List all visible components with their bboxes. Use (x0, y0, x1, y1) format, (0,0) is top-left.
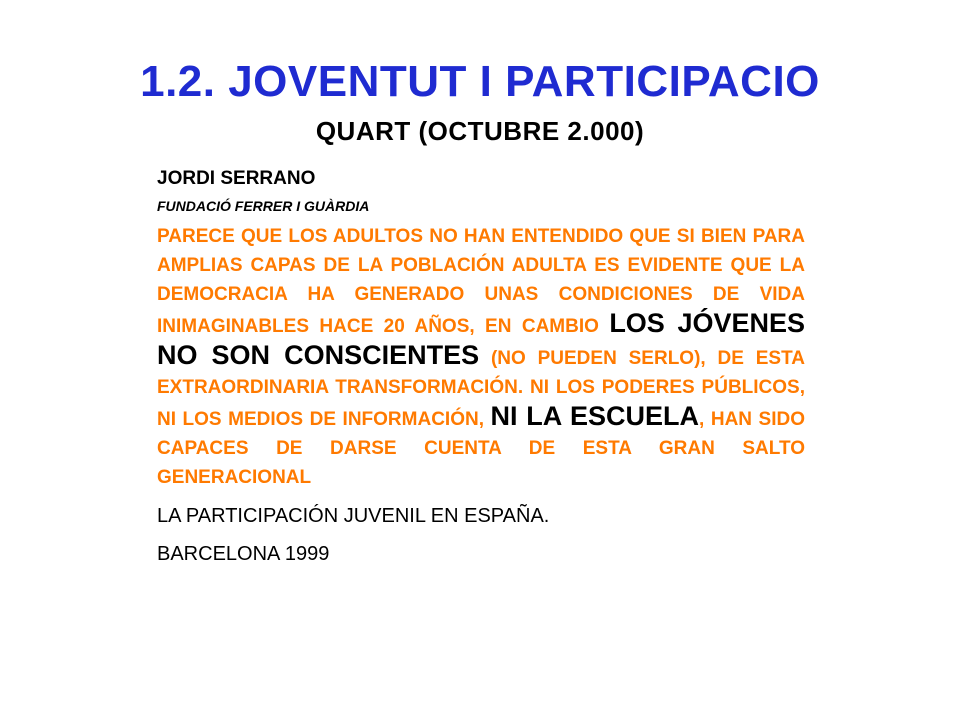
slide-subtitle: QUART (OCTUBRE 2.000) (315, 116, 645, 146)
foundation-name: FUNDACIÓ FERRER I GUÀRDIA (157, 198, 370, 214)
slide-title: 1.2. JOVENTUT I PARTICIPACIO (140, 57, 820, 106)
quote-paragraph (157, 222, 805, 492)
quote-part-1: PARECE QUE LOS ADULTOS NO HAN ENTENDIDO QUE SI BIEN PARA AMPLIAS CAPAS DE LA POBLACIÓN ADULTA ES EVIDENTE QUE LA DEMOCRACIA HA GENERADO UNAS CONDICIONES DE VIDA INIMAGINABLES HACE 20 AÑOS, EN CAMBIO (157, 226, 805, 337)
quote-part-3: , HAN SIDO CAPACES DE DARSE CUENTA DE ESTA GRAN SALTO GENERACIONAL (157, 409, 806, 488)
source-title: LA PARTICIPACIÓN JUVENIL EN ESPAÑA. (157, 505, 550, 527)
slide-body (157, 166, 805, 568)
source-place-year: BARCELONA 1999 (157, 543, 330, 565)
author-name: JORDI SERRANO (157, 168, 316, 189)
quote-emphasis-1: LOS JÓVENES NO SON CONSCIENTES (157, 308, 805, 370)
quote-part-2: (NO PUEDEN SERLO), DE ESTA EXTRAORDINARIA TRANSFORMACIÓN. NI LOS PODERES PÚBLICOS, NI LOS MEDIOS DE INFORMACIÓN, (157, 348, 805, 430)
quote-emphasis-2: NI LA ESCUELA (490, 401, 700, 431)
